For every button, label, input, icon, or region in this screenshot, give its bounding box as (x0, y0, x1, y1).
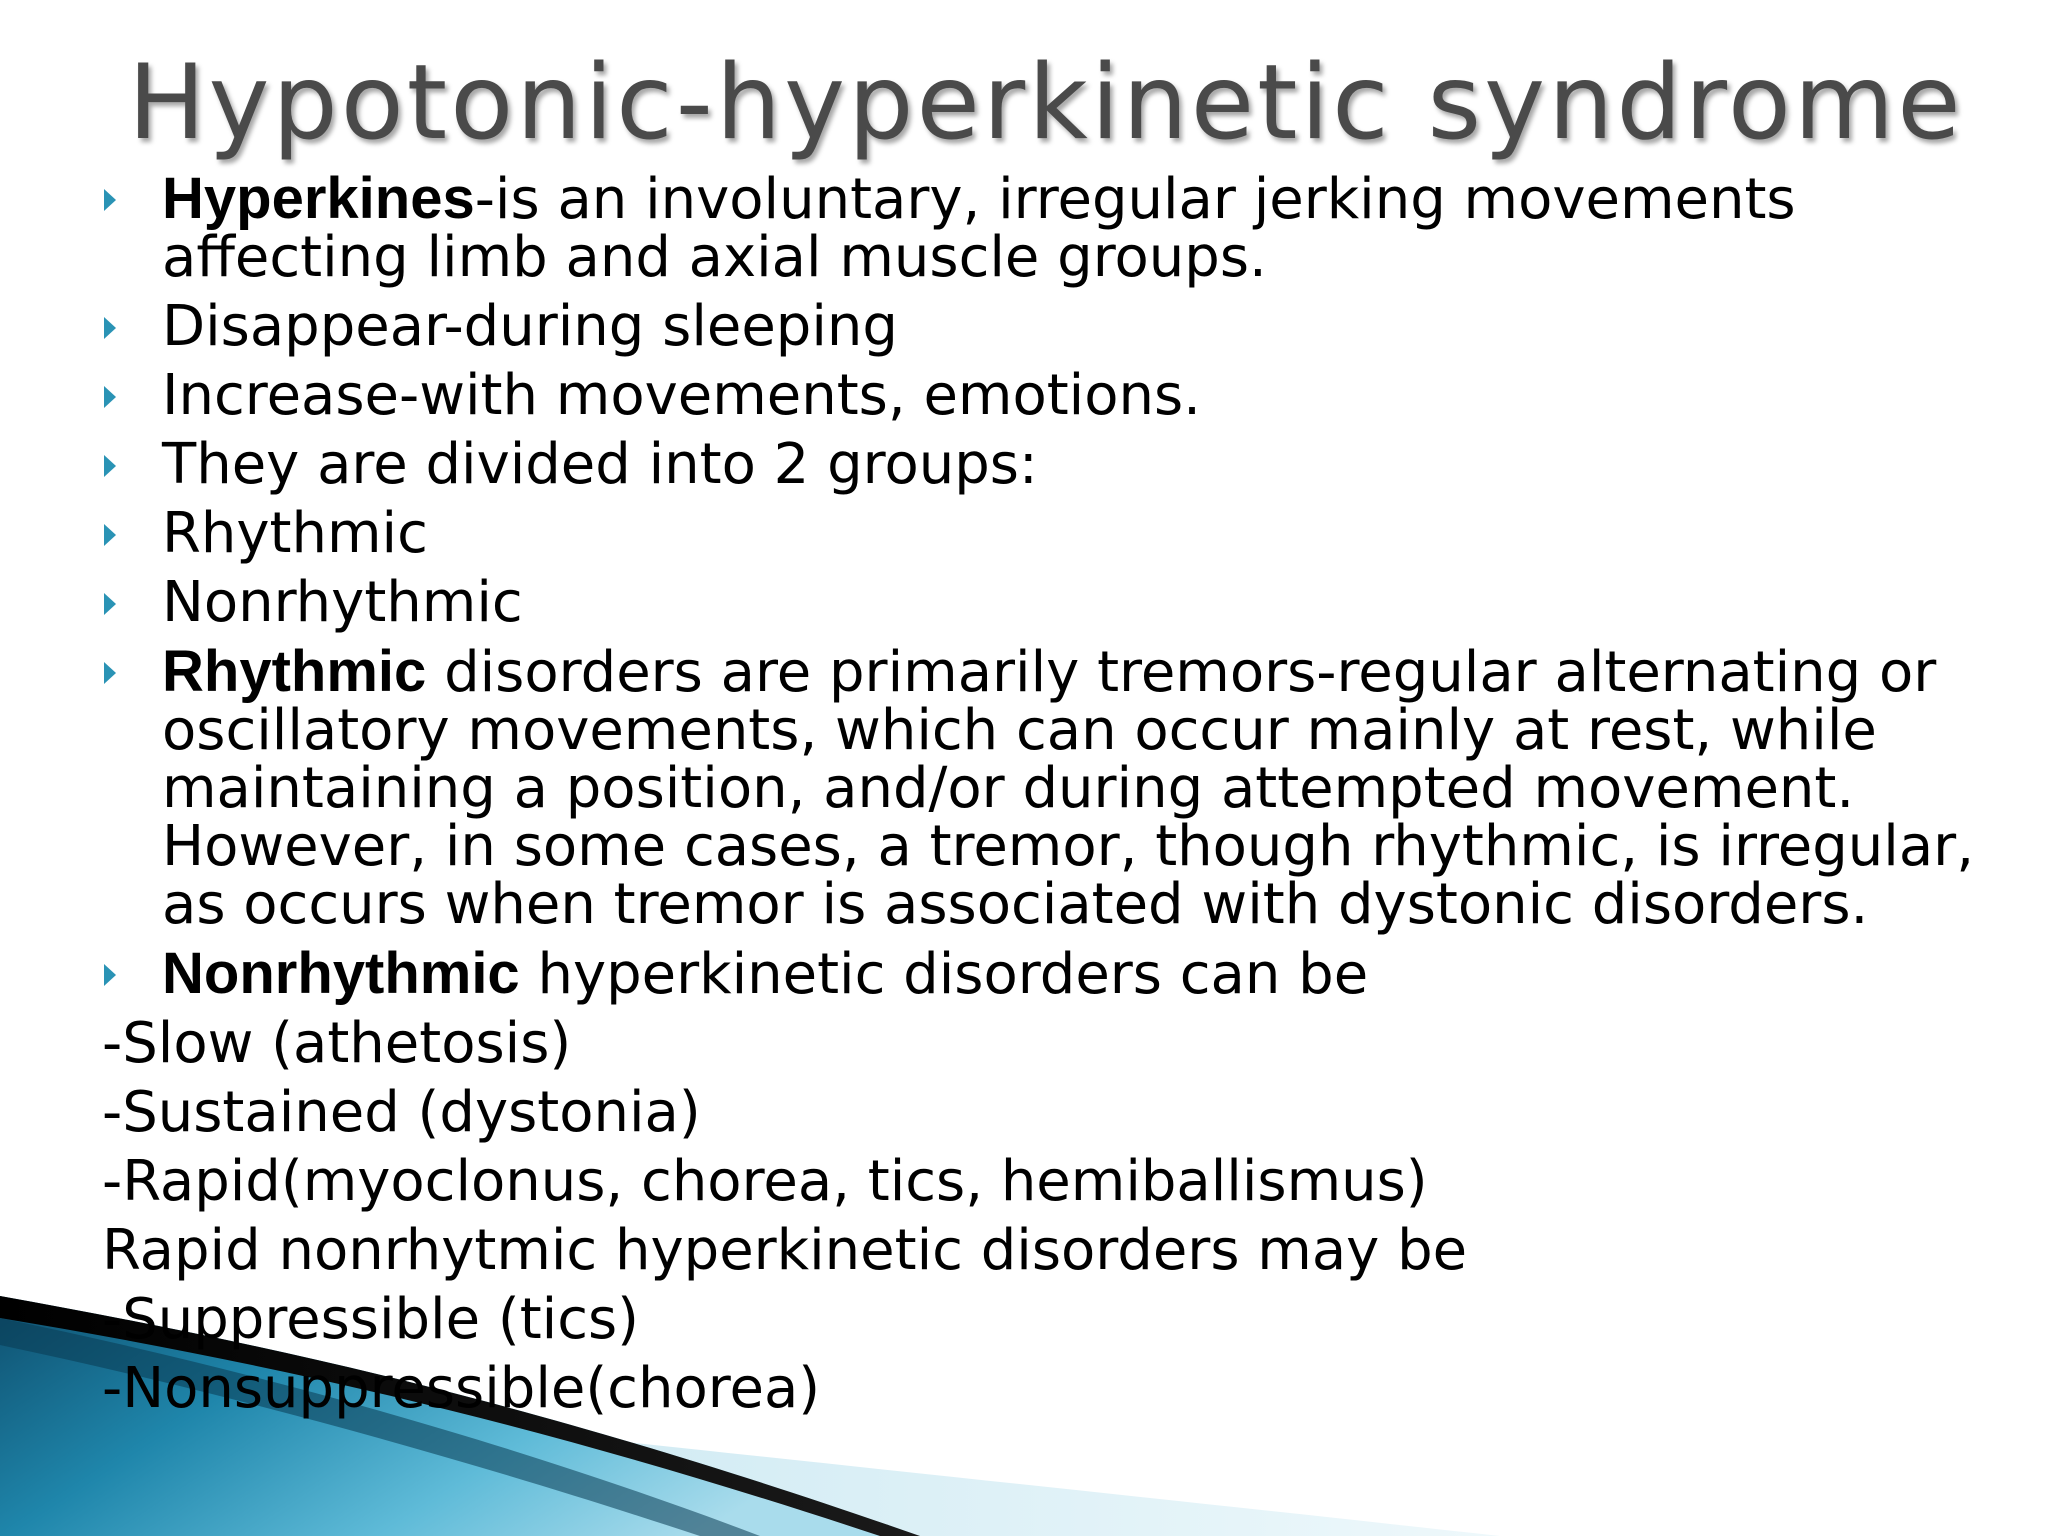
bullet-text: They are divided into 2 groups: (162, 432, 1038, 497)
subtype-line: -Slow (athetosis) (102, 1011, 572, 1076)
triangle-bullet-icon (104, 524, 116, 546)
subtype-line: -Sustained (dystonia) (102, 1080, 701, 1145)
subtype-line: -Suppressible (tics) (102, 1287, 640, 1352)
bullet-text: Rhythmic (162, 501, 428, 566)
bullet-text: Disappear-during sleeping (162, 294, 898, 359)
subtype-line: -Nonsuppressible(chorea) (102, 1356, 821, 1421)
bullet-text: hyperkinetic disorders can be (519, 942, 1369, 1007)
subtype-heading-line: Rapid nonrhytmic hyperkinetic disorders may be (102, 1218, 1468, 1283)
triangle-bullet-icon (104, 189, 116, 211)
triangle-bullet-icon (104, 386, 116, 408)
slide-title: Hypotonic-hyperkinetic syndrome (128, 43, 1964, 163)
bullet-text: -is an involuntary, irregular jerking movements affecting limb and axial muscle groups. (162, 167, 1796, 290)
bullet-item (102, 570, 1982, 635)
bullet-text: Increase-with movements, emotions. (162, 363, 1201, 428)
bullet-item (102, 501, 1982, 566)
bullet-text: disorders are primarily tremors-regular alternating or oscillatory movements, which can occur mainly at rest, while maintaining a position, and/or during attempted movement. However, in some cases, a tremor, though rhythmic, is irregular, as occurs when tremor is associated with dystonic disorders. (162, 640, 1974, 937)
bullet-item (102, 166, 1982, 290)
slide-body (102, 166, 1982, 1429)
bullet-term: Nonrhythmic (162, 941, 520, 1006)
triangle-bullet-icon (104, 964, 116, 986)
triangle-bullet-icon (104, 317, 116, 339)
bullet-item (102, 639, 1982, 937)
bullet-text: Nonrhythmic (162, 570, 523, 635)
bullet-list (102, 166, 1982, 1007)
bullet-item (102, 294, 1982, 359)
bullet-item (102, 432, 1982, 497)
bullet-item (102, 363, 1982, 428)
triangle-bullet-icon (104, 662, 116, 684)
subtype-line: -Rapid(myoclonus, chorea, tics, hemiballismus) (102, 1149, 1428, 1214)
bullet-term: Hyperkines (162, 166, 475, 231)
bullet-item (102, 941, 1982, 1007)
triangle-bullet-icon (104, 593, 116, 615)
bullet-term: Rhythmic (162, 639, 427, 704)
triangle-bullet-icon (104, 455, 116, 477)
